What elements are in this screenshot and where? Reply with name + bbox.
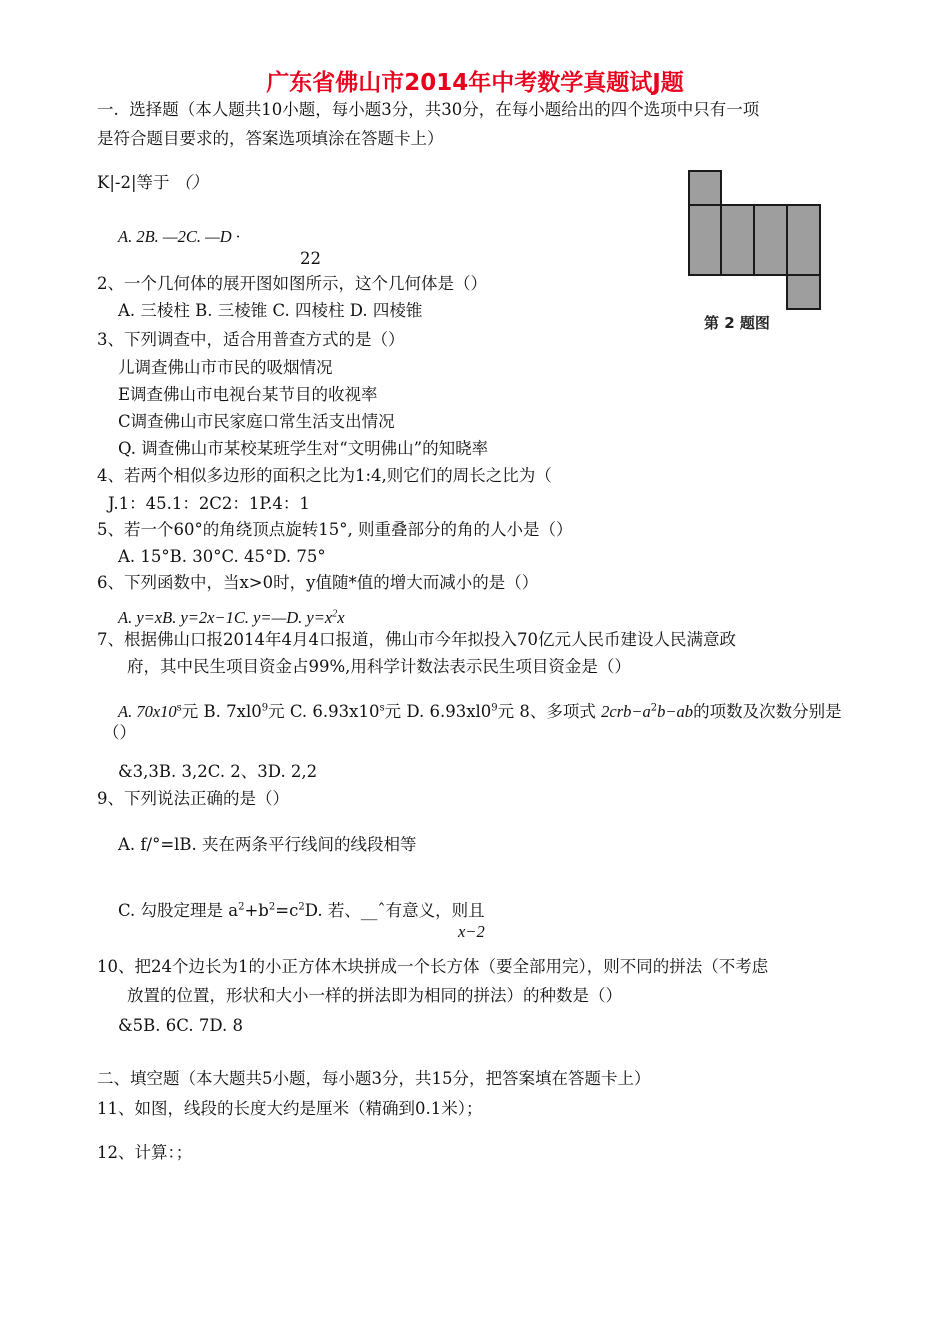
q8-options: &3,3B. 3,2C. 2、3D. 2,2	[118, 762, 318, 781]
q10-stem-line2: 放置的位置，形状和大小一样的拼法即为相同的拼法）的种数是（）	[127, 986, 622, 1005]
q8-stem-end: 的项数及次数分别是	[693, 702, 842, 721]
q7-opt-a: A. 70x10	[118, 702, 177, 721]
q9-denominator: x−2	[458, 922, 485, 941]
net-square-top	[688, 170, 722, 206]
net-face-1	[688, 204, 722, 276]
q1-stem-text: K|-2|等于	[97, 173, 170, 192]
q10-stem-line1: 10、把24个边长为1的小正方体木块拼成一个长方体（要全部用完），则不同的拼法（不考虑	[97, 957, 769, 976]
q11-stem: 11、如图，线段的长度大约是厘米（精确到0.1米）；	[97, 1099, 483, 1118]
q7-sup-3: s	[379, 702, 385, 714]
q7-stem-line2: 府，其中民生项目资金占99%,用科学计数法表示民生项目资金是（）	[127, 657, 631, 676]
q9-option-c: C. 勾股定理是 a	[118, 901, 239, 920]
q10-options: &5B. 6C. 7D. 8	[118, 1016, 243, 1035]
q5-options: A. 15°B. 30°C. 45°D. 75°	[118, 547, 326, 566]
q12-stem: 12、计算：；	[97, 1143, 193, 1162]
q7-sup-1: s	[176, 702, 182, 714]
figure-caption: 第 2 题图	[704, 314, 770, 332]
section2-heading: 二、填空题（本大题共5小题，每小题3分，共15分，把答案填在答题卡上）	[97, 1069, 651, 1088]
q6-options-text: A. y=xB. y=2x−1C. y=—D. y=x	[118, 608, 333, 627]
q4-stem: 4、若两个相似多边形的面积之比为1:4,则它们的周长之比为（	[97, 466, 552, 485]
q6-options-tail: x	[337, 608, 345, 627]
q3-stem: 3、下列调查中，适合用普查方式的是（）	[97, 330, 405, 349]
q8-polynomial: 2crb−a	[601, 702, 651, 721]
q9-option-d: D. 若、__ˆ有意义，则且	[304, 901, 485, 920]
q7-sup-4: 9	[491, 702, 498, 714]
q7-opt-d: 元 D. 6.93xl0	[384, 702, 492, 721]
q8-polynomial-tail: b−ab	[657, 702, 694, 721]
q1-stem	[97, 172, 208, 194]
q3-option-d: Q. 调查佛山市某校某班学生对“文明佛山”的知晓率	[118, 439, 489, 458]
q8-paren: （）	[103, 723, 136, 742]
net-face-3	[753, 204, 788, 276]
q9-option-c-b: +b	[244, 901, 269, 920]
cube-net-figure	[688, 170, 823, 332]
q9-sup-2: 2	[268, 901, 276, 913]
q7-options-and-q8-stem	[118, 701, 842, 723]
q9-options-ab: A. f/°=lB. 夹在两条平行线间的线段相等	[118, 835, 417, 854]
q6-options	[118, 607, 345, 629]
q5-stem: 5、若一个60°的角绕顶点旋转15°, 则重叠部分的角的人小是（）	[97, 520, 573, 539]
q3-option-a: 儿调查佛山市市民的吸烟情况	[118, 358, 333, 377]
q9-option-c-c: =c	[275, 901, 299, 920]
q7-stem-line1: 7、根据佛山口报2014年4月4口报道，佛山市今年拟投入70亿元人民币建设人民满意政	[97, 630, 736, 649]
q8-polynomial-sup: 2	[650, 702, 658, 714]
net-square-bottom	[786, 274, 821, 310]
q2-options: A. 三棱柱 B. 三棱锥 C. 四棱柱 D. 四棱锥	[118, 301, 423, 320]
q1-options: A. 2B. —2C. —D ·	[118, 227, 240, 246]
q7-opt-b: 元 B. 7xl0	[181, 702, 262, 721]
q6-stem: 6、下列函数中，当x>0时，y值随*值的增大而减小的是（）	[97, 573, 539, 592]
q6-superscript: 2	[332, 608, 338, 620]
net-face-4	[786, 204, 821, 276]
page-title: 广东省佛山市2014年中考数学真题试J题	[266, 70, 684, 96]
q8-stem-start: 元 8、多项式	[497, 702, 602, 721]
net-face-2	[720, 204, 755, 276]
q3-option-c: C调查佛山市民家庭口常生活支出情况	[118, 412, 395, 431]
q4-options: J.1：45.1：2C2：1P.4：1	[108, 494, 310, 513]
q9-options-cd	[118, 900, 485, 922]
q1-paren: （）	[174, 173, 208, 192]
q9-stem: 9、下列说法正确的是（）	[97, 789, 289, 808]
q3-option-b: E调查佛山市电视台某节目的收视率	[118, 385, 378, 404]
q2-stem: 2、一个几何体的展开图如图所示，这个几何体是（）	[97, 274, 487, 293]
section1-heading: 一. 选择题（本人题共10小题，每小题3分，共30分，在每小题给出的四个选项中只有一项	[97, 100, 760, 119]
q7-opt-c: 元 C. 6.93x10	[268, 702, 380, 721]
q1-fraction-denominators: 22	[300, 249, 321, 268]
section1-heading-cont: 是符合题目要求的，答案选项填涂在答题卡上）	[97, 129, 444, 148]
q7-sup-2: 9	[261, 702, 269, 714]
q9-sup-3: 2	[298, 901, 305, 913]
q9-sup-1: 2	[238, 901, 245, 913]
